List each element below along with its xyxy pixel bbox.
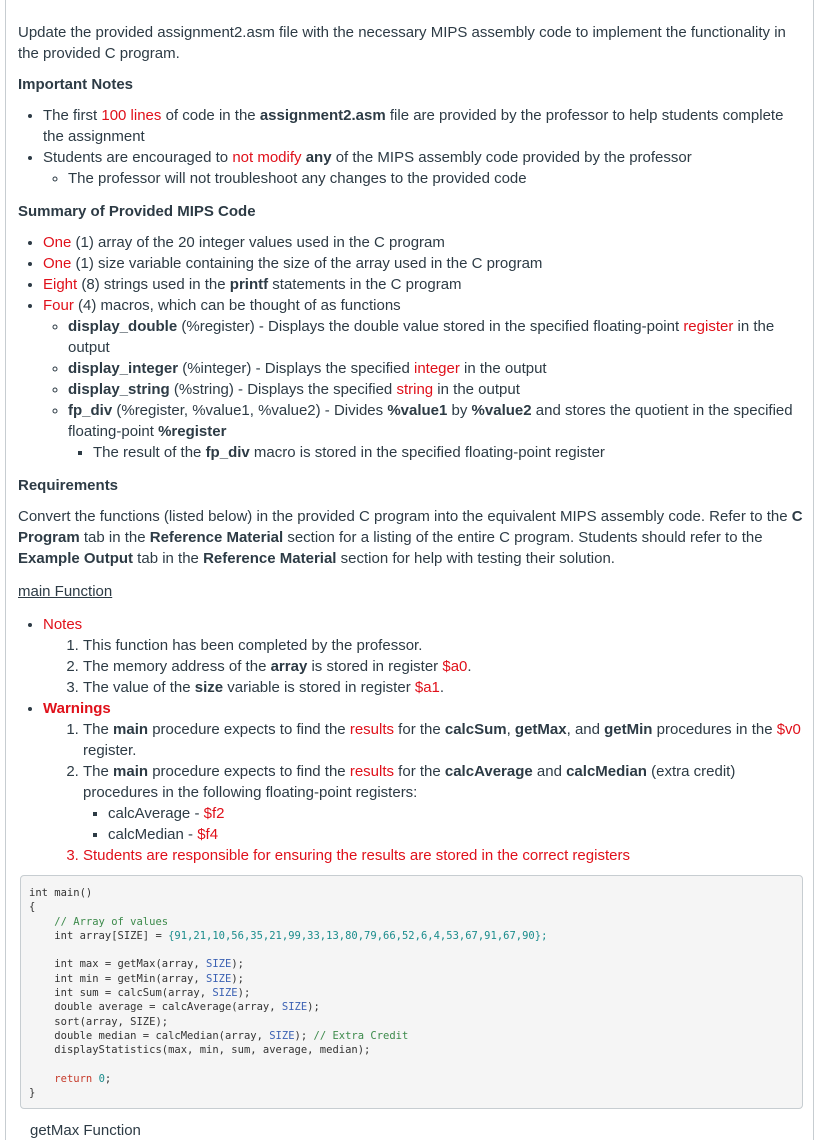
- highlight-text: Four: [43, 297, 74, 314]
- macro-item: [68, 316, 808, 358]
- main-function-link[interactable]: main Function: [18, 583, 113, 600]
- bold-text: any: [305, 149, 332, 166]
- bold-text: array: [270, 658, 308, 675]
- code-line: ;: [104, 1072, 112, 1085]
- code-constant: SIZE: [269, 1029, 295, 1042]
- code-line: int main(): [29, 887, 93, 899]
- highlight-text: $f4: [197, 826, 219, 843]
- code-line: int array[SIZE] =: [54, 929, 169, 942]
- notes-label: Notes: [43, 616, 83, 633]
- code-line: double median = calcMedian(array,: [54, 1029, 270, 1042]
- summary-heading: Summary of Provided MIPS Code: [18, 203, 256, 220]
- assignment-content: [18, 22, 808, 866]
- code-line: displayStatistics(max, min, sum, average, median);: [54, 1044, 371, 1057]
- code-block: [20, 875, 803, 1109]
- text: (8): [77, 276, 100, 293]
- list-item: [43, 105, 808, 147]
- bold-text: calcAverage: [444, 763, 533, 780]
- text: and: [532, 763, 567, 780]
- text: (extra credit) procedures in the following floating-point registers:: [83, 763, 736, 801]
- list-item: [83, 656, 808, 677]
- bold-text: calcSum: [444, 721, 507, 738]
- code-line: double average = calcAverage(array,: [54, 1001, 282, 1014]
- highlight-text: $f2: [203, 805, 225, 822]
- summary-list: [18, 232, 808, 463]
- bold-text: Example Output: [18, 550, 134, 567]
- text: (%register) - Displays the double value stored in the specified floating-point: [177, 318, 684, 335]
- bold-text: C Program: [18, 508, 803, 546]
- text: The value of the: [83, 679, 195, 696]
- text: (%string) - Displays the specified: [169, 381, 397, 398]
- highlight-text: register: [683, 318, 734, 335]
- text: macros, which can be thought of as functions: [96, 297, 401, 314]
- highlight-text: $a1: [414, 679, 440, 696]
- text: Convert the functions (listed below) in the provided C program into the equivalent MIPS assembly code. Refer to the: [18, 508, 792, 525]
- text: tab in the: [79, 529, 150, 546]
- text: , and: [566, 721, 605, 738]
- text: calcMedian -: [108, 826, 198, 843]
- text: in the output: [459, 360, 547, 377]
- text: (%integer) - Displays the specified: [178, 360, 414, 377]
- text: is stored in register: [307, 658, 443, 675]
- list-item: [43, 295, 808, 463]
- text: tab in the: [133, 550, 204, 567]
- code-constant: SIZE: [206, 972, 232, 985]
- code-line: );: [307, 1001, 320, 1014]
- bold-text: fp_div: [205, 444, 250, 461]
- important-notes-list: [18, 105, 808, 189]
- text: file are provided by the professor to help students complete the assignment: [43, 107, 784, 145]
- code-constant: SIZE: [206, 958, 232, 971]
- bold-text: %value1: [387, 402, 448, 419]
- code-line: {: [29, 901, 36, 914]
- list-item: [108, 803, 808, 824]
- text: .: [439, 679, 445, 696]
- text: of code in the: [161, 107, 260, 124]
- main-function-heading: [18, 581, 808, 602]
- highlight-text: $v0: [776, 721, 801, 738]
- code-line: int max = getMax(array,: [54, 958, 207, 971]
- bold-text: Reference Material: [203, 550, 337, 567]
- bold-text: Reference Material: [149, 529, 284, 546]
- bold-text: display_double: [68, 318, 178, 335]
- code-line: );: [237, 987, 251, 1000]
- bold-text: calcMedian: [566, 763, 647, 780]
- text: variable is stored in register: [223, 679, 415, 696]
- important-notes-heading: Important Notes: [18, 76, 134, 93]
- highlight-text: Eight: [43, 276, 78, 293]
- bold-text: printf: [229, 276, 269, 293]
- warnings-list: [43, 719, 808, 866]
- code-line: }: [29, 1087, 36, 1100]
- sub-list: [68, 442, 808, 463]
- code-line: sort(array, SIZE);: [54, 1015, 169, 1028]
- text: The first: [43, 107, 102, 124]
- next-section-heading: getMax Function: [30, 1122, 141, 1139]
- warnings-item: [43, 698, 808, 866]
- text: array of the 20 integer values used in the C program: [93, 234, 445, 251]
- text: in the output: [433, 381, 520, 398]
- text: The: [83, 763, 114, 780]
- code-comment: // Extra Credit: [313, 1029, 409, 1042]
- intro-paragraph: Update the provided assignment2.asm file with the necessary MIPS assembly code to implement the functionality in the provided C program.: [18, 24, 786, 62]
- text: for the: [394, 763, 445, 780]
- notes-item: [43, 614, 808, 698]
- highlight-text: $a0: [442, 658, 468, 675]
- highlight-text: results: [349, 721, 395, 738]
- bold-text: getMax: [514, 721, 567, 738]
- code-comment: // Array of values: [54, 915, 169, 928]
- text: calcAverage -: [108, 805, 204, 822]
- text: for the: [394, 721, 445, 738]
- code-line: int min = getMin(array,: [54, 972, 207, 985]
- code-literal: 0: [98, 1072, 105, 1085]
- highlight-text: integer: [413, 360, 460, 377]
- text: of the MIPS assembly code provided by the professor: [331, 149, 692, 166]
- text: size variable containing the size of the array used in the C program: [93, 255, 543, 272]
- list-item: ◦ The professor will not troubleshoot any changes to the provided code: [68, 168, 808, 189]
- text: by: [447, 402, 472, 419]
- code-line: );: [231, 972, 244, 985]
- text: procedure expects to find the: [148, 763, 350, 780]
- text: ,: [506, 721, 515, 738]
- main-function-list: [18, 614, 808, 866]
- list-item: [43, 232, 808, 253]
- bold-text: assignment2.asm: [259, 107, 386, 124]
- macro-item: [68, 358, 808, 379]
- text: (1): [71, 255, 94, 272]
- text: macro is stored in the specified floating-point register: [249, 444, 605, 461]
- text: procedure expects to find the: [148, 721, 350, 738]
- highlight-text: One: [43, 255, 72, 272]
- sub-list: [43, 168, 808, 189]
- code-constant: SIZE: [212, 987, 238, 1000]
- list-item: [43, 147, 808, 189]
- bold-text: %value2: [471, 402, 532, 419]
- list-item: [108, 824, 808, 845]
- bold-text: getMin: [604, 721, 653, 738]
- code-keyword: return: [54, 1072, 93, 1085]
- text: statements in the C program: [268, 276, 462, 293]
- macro-list: [43, 316, 808, 463]
- text: .: [467, 658, 472, 675]
- requirements-heading: Requirements: [18, 477, 119, 494]
- bold-text: fp_div: [68, 402, 113, 419]
- requirements-paragraph: [18, 506, 808, 569]
- macro-item: [68, 379, 808, 400]
- text: in the output: [68, 318, 775, 356]
- code-constant: SIZE: [281, 1001, 308, 1014]
- list-item: [83, 677, 808, 698]
- bold-text: %register: [158, 423, 227, 440]
- highlight-text: One: [43, 234, 72, 251]
- list-item: [43, 274, 808, 295]
- list-item: [83, 719, 808, 761]
- list-item: [83, 761, 808, 845]
- text: The: [83, 721, 114, 738]
- highlight-text: string: [396, 381, 434, 398]
- list-item: 3. Students are responsible for ensuring the results are stored in the correct registers: [83, 845, 808, 866]
- highlight-text: 100 lines: [101, 107, 162, 124]
- bold-text: main: [113, 763, 149, 780]
- text: (1): [71, 234, 94, 251]
- code-literal: {91,21,10,56,35,21,99,33,13,80,79,66,52,6,4,53,67,91,67,90};: [168, 929, 548, 942]
- text: section for a listing of the entire C program. Students should refer to the: [283, 529, 763, 546]
- highlight-text: results: [349, 763, 395, 780]
- list-item: [93, 442, 808, 463]
- register-list: [83, 803, 808, 845]
- text: (%register, %value1, %value2) - Divides: [112, 402, 388, 419]
- list-item: [43, 253, 808, 274]
- macro-item: [68, 400, 808, 463]
- text: (4): [73, 297, 97, 314]
- bold-text: main: [113, 721, 149, 738]
- warnings-label: Warnings: [43, 700, 111, 717]
- text: Students are encouraged to: [43, 149, 233, 166]
- highlight-text: not modify: [232, 149, 302, 166]
- text: register.: [83, 742, 137, 759]
- text: strings used in the: [99, 276, 230, 293]
- code-line: );: [294, 1029, 314, 1042]
- code-line: );: [231, 958, 244, 971]
- text: procedures in the: [652, 721, 777, 738]
- notes-list: [43, 635, 808, 698]
- text: and stores the quotient in the specified floating-point: [68, 402, 793, 440]
- text: The memory address of the: [83, 658, 271, 675]
- bold-text: size: [194, 679, 224, 696]
- text: The result of the: [93, 444, 206, 461]
- text: section for help with testing their solution.: [336, 550, 615, 567]
- bold-text: display_string: [68, 381, 170, 398]
- list-item: 1. This function has been completed by the professor.: [83, 635, 808, 656]
- bold-text: display_integer: [68, 360, 179, 377]
- code-line: int sum = calcSum(array,: [54, 987, 213, 1000]
